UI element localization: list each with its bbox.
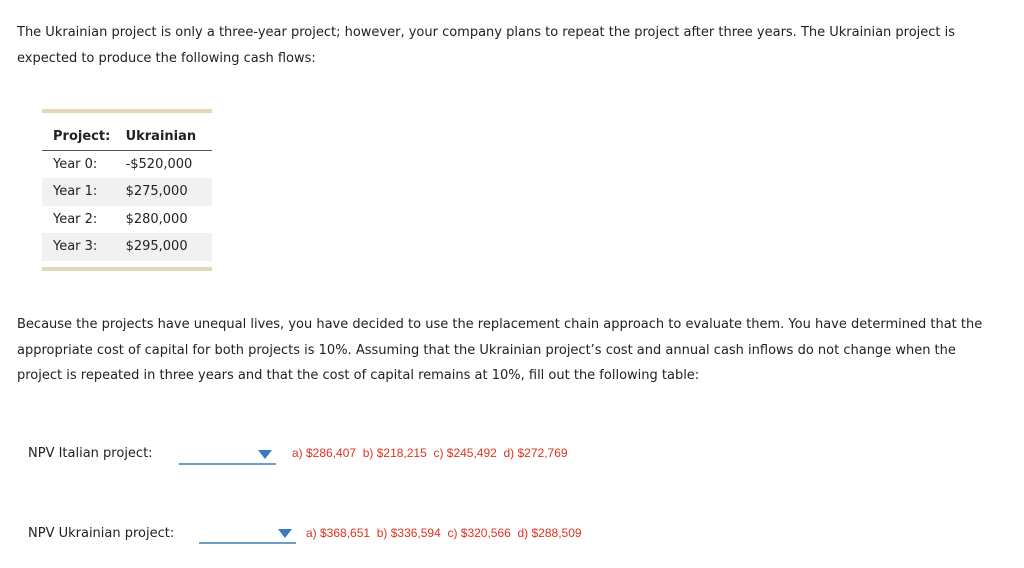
npv-italian-label: NPV Italian project: (28, 446, 153, 461)
row-label: Year 1: (42, 178, 126, 206)
row-value: $280,000 (125, 211, 188, 227)
npv-ukrainian-options: a) $368,651 b) $336,594 c) $320,566 d) $288,509 (306, 526, 582, 540)
table-row (42, 233, 212, 261)
npv-italian-options: a) $286,407 b) $218,215 c) $245,492 d) $272,769 (292, 446, 568, 460)
table-row (42, 150, 212, 178)
table-row (42, 178, 212, 206)
intro-line-1: The Ukrainian project is only a three-year project; however, your company plans to repeat the project after three years. The Ukrainian project is (17, 25, 956, 40)
intro-line-2: expected to produce the following cash flows: (17, 50, 316, 66)
row-value: $295,000 (126, 233, 212, 261)
cash-flow-table (42, 113, 212, 261)
intro-paragraph (17, 20, 1007, 71)
method-line-3: project is repeated in three years and that the cost of capital remains at 10%, fill out the following table: (17, 368, 700, 383)
method-line-2: appropriate cost of capital for both projects is 10%. Assuming that the Ukrainian project’s cost and annual cash inflows do not change when the (17, 342, 956, 358)
table-bottom-rule (42, 267, 212, 271)
cash-flow-table-container (42, 109, 212, 271)
row-value: -$520,000 (125, 156, 193, 172)
method-line-1: Because the projects have unequal lives, you have decided to use the replacement chain approach to evaluate them. You have determined that the (17, 317, 983, 332)
method-paragraph (17, 312, 1007, 389)
header-project: Project: (42, 113, 126, 150)
npv-ukrainian-label: NPV Ukrainian project: (28, 526, 175, 541)
table-header-row (42, 113, 212, 150)
row-label: Year 2: (53, 211, 98, 227)
row-label: Year 0: (53, 156, 98, 172)
caret-down-icon[interactable] (258, 450, 272, 459)
row-label: Year 3: (42, 233, 126, 261)
row-value: $275,000 (126, 178, 212, 206)
table-row (42, 206, 212, 234)
caret-down-icon[interactable] (278, 529, 292, 538)
header-ukrainian: Ukrainian (126, 113, 212, 150)
